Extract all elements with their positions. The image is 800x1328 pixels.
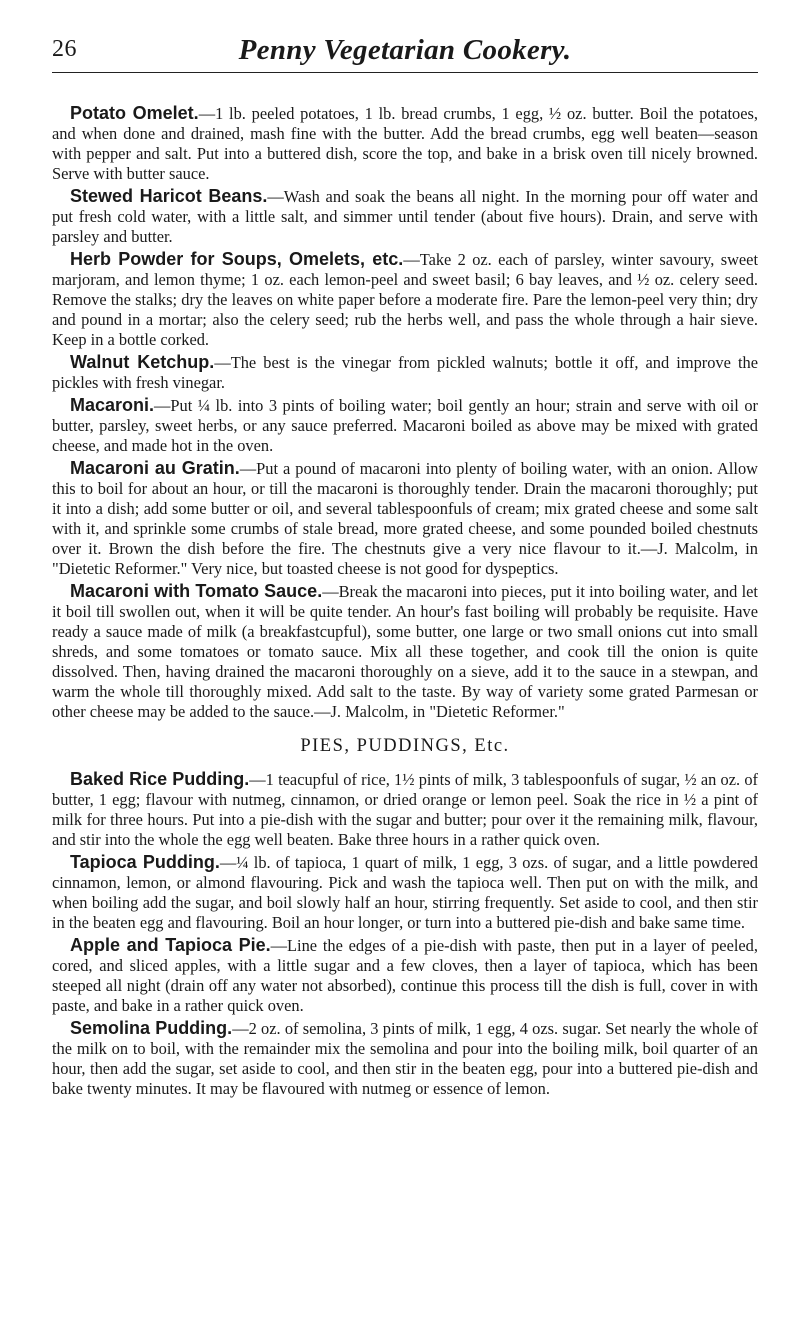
book-page <box>52 0 758 1101</box>
recipe-body: —¼ lb. of tapioca, 1 quart of milk, 1 egg, 3 ozs. of sugar, and a little powdered cinnamon, lemon, or almond flavouring. Pick and wash the tapioca well. Then put on with the milk, and when boiling add the sugar, and boil slowly half an hour, stirring frequently. Set aside to cool, and then stir in the beaten egg and flavouring. Boil an hour longer, or turn into a buttered pie-dish and bake same time. <box>52 853 759 932</box>
recipe-body: —The best is the vinegar from pickled walnuts; bottle it off, and improve the pickles with fresh vinegar. <box>52 353 758 392</box>
section-heading: PIES, PUDDINGS, Etc. <box>300 736 510 756</box>
recipe-title: Apple and Tapioca Pie. <box>70 935 271 955</box>
recipe-body: —2 oz. of semolina, 3 pints of milk, 1 egg, 4 ozs. sugar. Set nearly the whole of the milk on to boil, with the remainder mix the semolina and pour into the boiling milk, boil quarter of an hour, then add the sugar, set aside to cool, and then stir in the beaten egg, pour into a buttered pie-dish and bake twenty minutes. It may be flavoured with nutmeg or essence of lemon. <box>52 1019 759 1098</box>
recipe <box>52 769 758 850</box>
recipe-title: Tapioca Pudding. <box>70 852 220 872</box>
recipe-title: Macaroni. <box>70 395 155 415</box>
recipe-title: Macaroni with Tomato Sauce. <box>70 581 323 601</box>
recipe-body: —Take 2 oz. each of parsley, winter savoury, sweet marjoram, and lemon thyme; 1 oz. each lemon-peel and sweet basil; 6 bay leaves, and ½ oz. celery seed. Remove the stalks; dry the leaves on white paper before a moderate fire. Pare the lemon-peel very thin; dry and pound in a mortar; also the celery seed; rub the herbs well, and pass the whole through a hair sieve. Keep in a bottle corked. <box>52 250 759 349</box>
recipe-body: —Put ¼ lb. into 3 pints of boiling water; boil gently an hour; strain and serve with oil or butter, parsley, sweet herbs, or any sauce preferred. Macaroni boiled as above may be mixed with grated cheese, and made hot in the oven. <box>52 396 758 455</box>
recipe <box>52 458 758 579</box>
recipe-title: Stewed Haricot Beans. <box>70 186 268 206</box>
recipe-title: Walnut Ketchup. <box>70 352 215 372</box>
recipe <box>52 103 758 184</box>
recipe <box>52 249 758 350</box>
recipe <box>52 852 758 933</box>
page-header-title: Penny Vegetarian Cookery. <box>238 34 572 66</box>
recipe <box>52 1018 758 1099</box>
recipe-body: —Put a pound of macaroni into plenty of boiling water, with an onion. Allow this to boil for about an hour, or till the macaroni is thoroughly tender. Drain the macaroni thoroughly; put it into a dish; add some butter or oil, and several tablespoonfuls of cream; mix grated cheese and some salt with it, and sprinkle some crumbs of stale bread, more grated cheese, and some pounded boiled chestnuts over it. Brown the dish before the fire. The chestnuts give a very nice flavour to it.—J. Malcolm, in "Dietetic Reformer." Very nice, but toasted cheese is not good for dyspeptics. <box>52 459 758 578</box>
recipe <box>52 935 758 1016</box>
recipes-list-1 <box>52 103 758 722</box>
recipe-body: —Break the macaroni into pieces, put it into boiling water, and let it boil till swollen out, when it will be quite tender. An hour's fast boiling will probably be requisite. Have ready a sauce made of milk (a breakfastcupful), some butter, one large or two small onions cut into small shreds, and some tomatoes or tomato sauce. Mix all these together, and cook till the onion is quite dissolved. Then, having drained the macaroni thoroughly on a sieve, add it to the sauce in a stewpan, and warm the whole till thoroughly mixed. Add salt to the taste. By way of variety some grated Parmesan or other cheese may be added to the sauce.—J. Malcolm, in "Dietetic Reformer." <box>52 582 758 721</box>
recipe <box>52 581 758 722</box>
recipe-title: Potato Omelet. <box>70 103 199 123</box>
recipe-body: —Line the edges of a pie-dish with paste, then put in a layer of peeled, cored, and sliced apples, with a little sugar and a few cloves, then a layer of tapioca, which has been steeped all night (drain off any water not absorbed), continue this process till the dish is full, cover in with paste, and bake in a rather quick oven. <box>52 936 758 1015</box>
running-head <box>52 22 758 73</box>
page-number: 26 <box>52 36 77 62</box>
recipe-title: Semolina Pudding. <box>70 1018 233 1038</box>
recipe-title: Baked Rice Pudding. <box>70 769 250 789</box>
recipes-list-2 <box>52 769 758 1099</box>
recipe <box>52 395 758 456</box>
recipe <box>52 352 758 393</box>
recipe-title: Macaroni au Gratin. <box>70 458 240 478</box>
recipe-body: —1 lb. peeled potatoes, 1 lb. bread crumbs, 1 egg, ½ oz. butter. Boil the potatoes, and when done and drained, mash fine with the butter. Add the bread crumbs, egg well beaten—season with pepper and salt. Put into a buttered dish, score the top, and bake in a brisk oven till nicely browned. Serve with butter sauce. <box>52 104 758 183</box>
recipe-body: —Wash and soak the beans all night. In the morning pour off water and put fresh cold water, with a little salt, and simmer until tender (about five hours). Drain, and serve with parsley and butter. <box>52 187 758 246</box>
recipe <box>52 186 758 247</box>
recipe-title: Herb Powder for Soups, Omelets, etc. <box>70 249 404 269</box>
recipe-body: —1 teacupful of rice, 1½ pints of milk, 3 tablespoonfuls of sugar, ½ an oz. of butter, 1 egg; flavour with nutmeg, cinnamon, or dried orange or lemon peel. Soak the rice in ½ a pint of milk for three hours. Put into a pie-dish with the sugar and butter; pour over it the remaining milk, flavour, and stir into the whole the egg well beaten. Bake three hours in a rather quick oven. <box>52 770 758 849</box>
